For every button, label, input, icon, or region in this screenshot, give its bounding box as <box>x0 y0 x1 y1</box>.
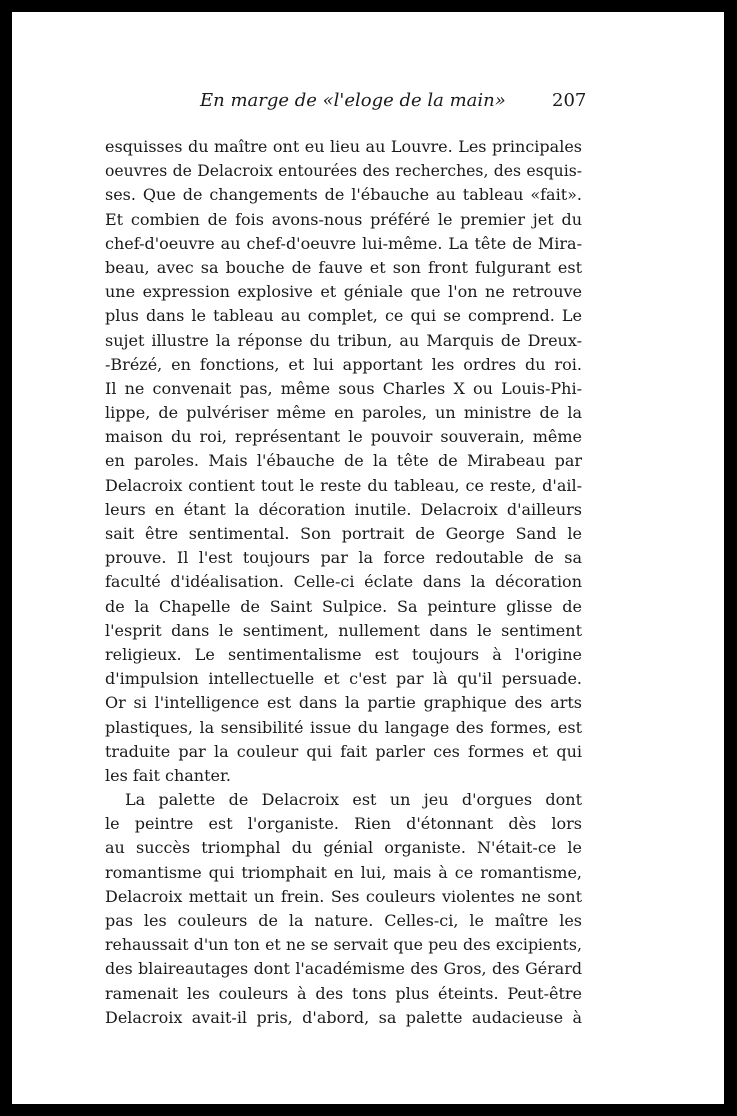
text-line: des blaireautages dont l'académisme des Gros, des Gérard <box>105 959 582 979</box>
text-line: Et combien de fois avons-nous préféré le premier jet du <box>105 209 582 229</box>
text-line: leurs en étant la décoration inutile. Delacroix d'ailleurs <box>105 499 582 519</box>
text-line: de la Chapelle de Saint Sulpice. Sa peinture glisse de <box>105 596 582 616</box>
text-line: au succès triomphal du génial organiste. N'était-ce le <box>105 838 582 858</box>
text-line: ramenait les couleurs à des tons plus éteints. Peut-être <box>105 983 582 1003</box>
text-line: le peintre est l'organiste. Rien d'étonnant dès lors <box>105 814 582 834</box>
text-line: beau, avec sa bouche de fauve et son front fulgurant est <box>105 257 582 277</box>
text-line: sujet illustre la réponse du tribun, au Marquis de Dreux- <box>105 330 582 350</box>
text-line: prouve. Il l'est toujours par la force redoutable de sa <box>105 548 582 568</box>
text-line: d'impulsion intellectuelle et c'est par là qu'il persuade. <box>105 669 582 689</box>
text-line: oeuvres de Delacroix entourées des recherches, des esquis- <box>105 161 582 181</box>
text-line: l'esprit dans le sentiment, nullement dans le sentiment <box>105 620 582 640</box>
page-number: 207 <box>552 90 587 111</box>
text-line: maison du roi, représentant le pouvoir souverain, même <box>105 427 582 447</box>
text-line: Delacroix contient tout le reste du tableau, ce reste, d'ail- <box>105 475 582 495</box>
text-line: Or si l'intelligence est dans la partie graphique des arts <box>105 693 582 713</box>
text-line: chef-d'oeuvre au chef-d'oeuvre lui-même. La tête de Mira- <box>105 233 582 253</box>
text-line: Il ne convenait pas, même sous Charles X ou Louis-Phi- <box>105 378 582 398</box>
body-text <box>105 135 582 1030</box>
text-line: plastiques, la sensibilité issue du langage des formes, est <box>105 717 582 737</box>
text-line: sait être sentimental. Son portrait de George Sand le <box>105 524 582 543</box>
text-line: esquisses du maître ont eu lieu au Louvre. Les principales <box>105 137 582 156</box>
text-line: religieux. Le sentimentalisme est toujours à l'origine <box>105 644 582 664</box>
text-line: Delacroix mettait un frein. Ses couleurs violentes ne sont <box>105 886 582 906</box>
text-line: romantisme qui triomphait en lui, mais à ce romantisme, <box>105 862 582 882</box>
text-line: plus dans le tableau au complet, ce qui se comprend. Le <box>105 306 582 326</box>
running-title: En marge de «l'eloge de la main» <box>200 90 506 111</box>
text-line: Delacroix avait-il pris, d'abord, sa palette audacieuse à <box>105 1007 582 1027</box>
paragraph-end-line: les fait chanter. <box>105 765 231 785</box>
text-line: pas les couleurs de la nature. Celles-ci, le maître les <box>105 911 582 930</box>
text-line: faculté d'idéalisation. Celle-ci éclate dans la décoration <box>105 572 582 592</box>
text-line: rehaussait d'un ton et ne se servait que peu des excipients, <box>105 935 582 955</box>
page-header <box>12 90 724 114</box>
text-line: une expression explosive et géniale que l'on ne retrouve <box>105 282 582 302</box>
text-line: traduite par la couleur qui fait parler ces formes et qui <box>105 741 582 761</box>
book-page <box>12 12 724 1104</box>
text-line: ses. Que de changements de l'ébauche au tableau «fait». <box>105 185 582 205</box>
text-line: lippe, de pulvériser même en paroles, un ministre de la <box>105 403 582 423</box>
text-line: en paroles. Mais l'ébauche de la tête de Mirabeau par <box>105 451 582 471</box>
text-line: -Brézé, en fonctions, et lui apportant les ordres du roi. <box>105 354 582 374</box>
paragraph-first-line: La palette de Delacroix est un jeu d'orgues dont <box>125 790 582 810</box>
